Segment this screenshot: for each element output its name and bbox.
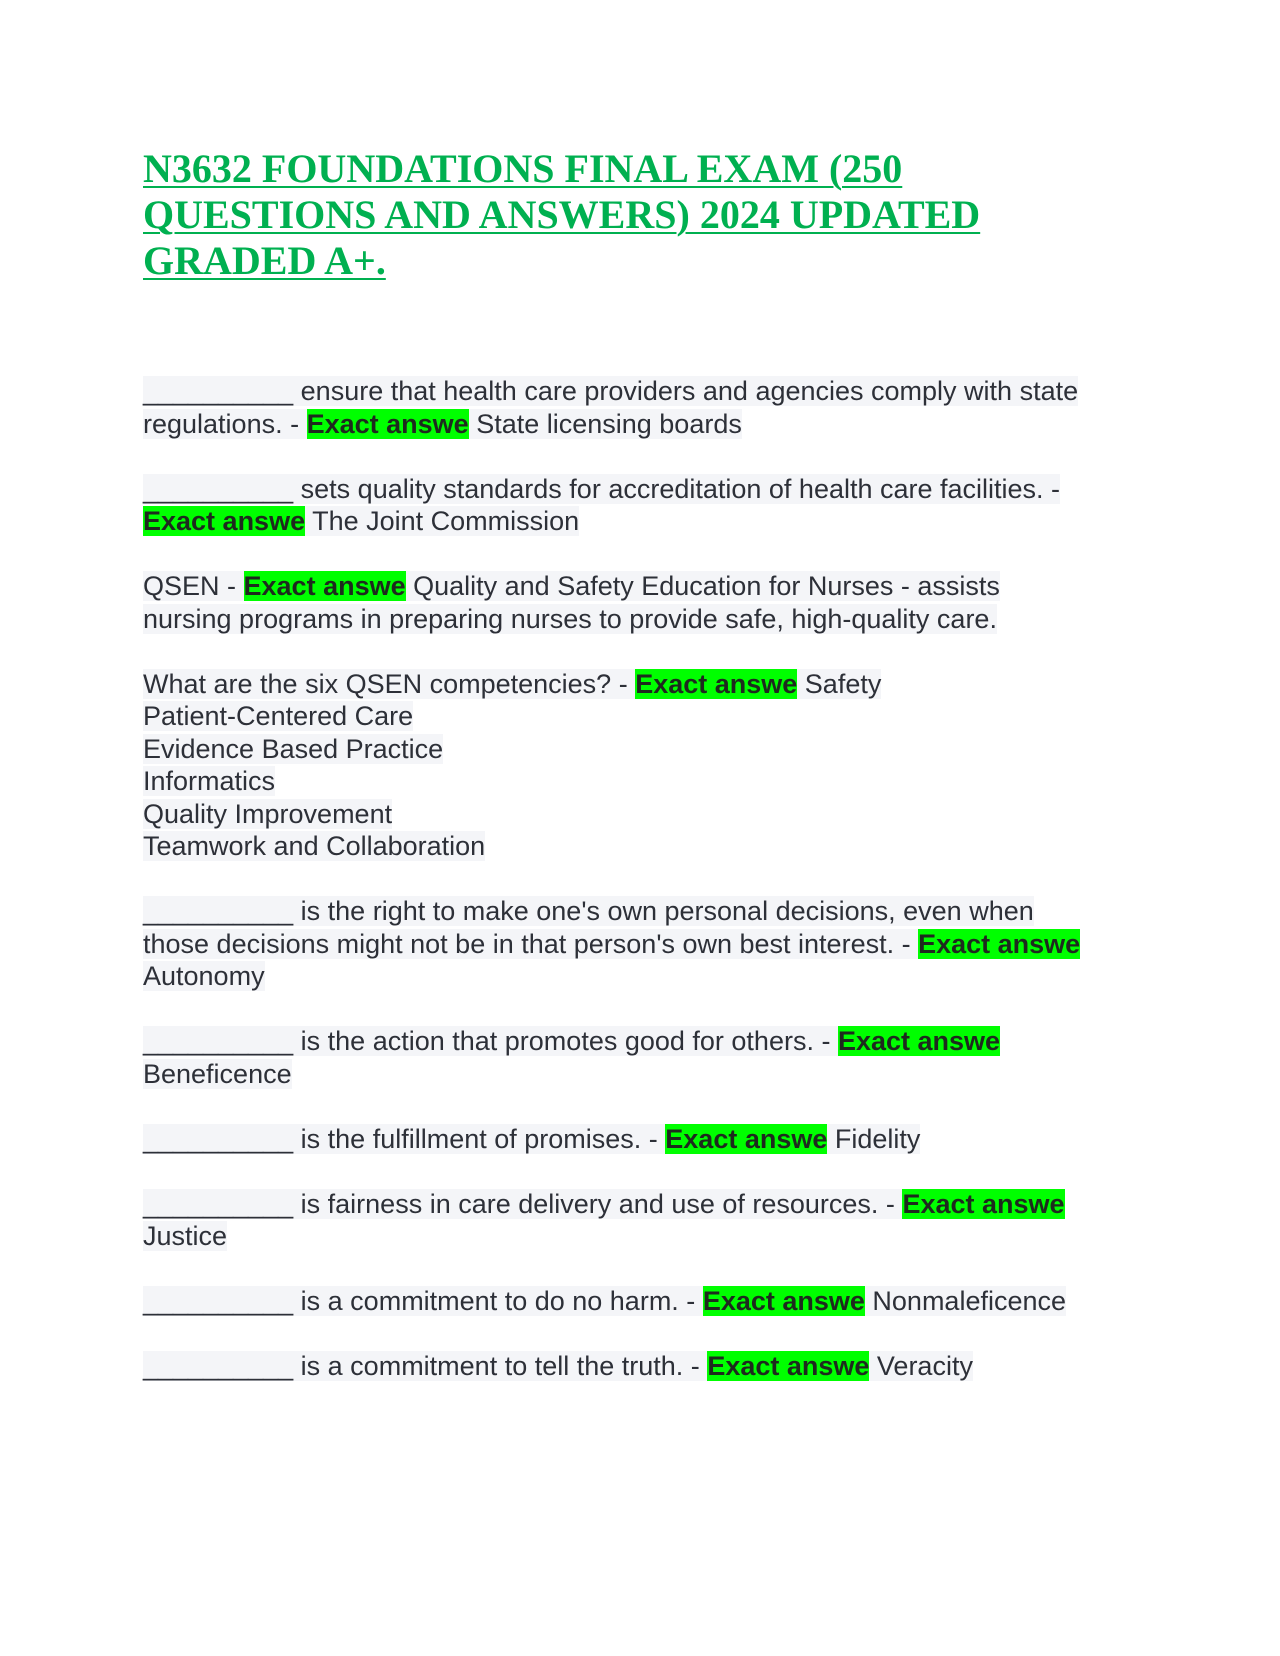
qa-item — [143, 1123, 1083, 1156]
answer-label: Exact answe — [707, 1351, 870, 1381]
question-text: __________ is the action that promotes good for others. - — [143, 1026, 838, 1056]
qa-item — [143, 1285, 1083, 1318]
answer-text: Veracity — [869, 1351, 973, 1381]
answer-label: Exact answe — [837, 1026, 1001, 1056]
question-text: __________ is a commitment to do no harm. - — [143, 1286, 703, 1316]
answer-label: Exact answe — [918, 928, 1081, 959]
answer-text: The Joint Commission — [305, 506, 580, 536]
answer-text: Quality and Safety Education for Nurses - assists nursing programs in preparing nurses to provide safe, high-quality care. — [143, 571, 1000, 634]
qa-item — [143, 668, 1083, 863]
qa-list — [143, 375, 1083, 1415]
qa-item — [143, 375, 1083, 440]
question-text: QSEN - — [143, 571, 244, 601]
qa-item — [143, 570, 1083, 635]
answer-label: Exact answe — [702, 1286, 865, 1316]
qa-item — [143, 473, 1083, 538]
answer-label: Exact answe — [902, 1188, 1065, 1219]
answer-text: Safety Patient-Centered Care Evidence Based Practice Informatics Quality Improvement Teamwork and Collaboration — [143, 668, 882, 861]
answer-label: Exact answe — [143, 506, 306, 536]
question-text: What are the six QSEN competencies? - — [143, 668, 636, 699]
question-text: __________ is a commitment to tell the truth. - — [143, 1351, 708, 1381]
answer-label: Exact answe — [243, 571, 406, 601]
qa-item — [143, 895, 1083, 993]
question-text: __________ is fairness in care delivery and use of resources. - — [143, 1188, 903, 1219]
question-text: __________ is the fulfillment of promises. - — [143, 1123, 666, 1154]
answer-label: Exact answe — [665, 1123, 828, 1154]
qa-item — [143, 1188, 1083, 1253]
answer-label: Exact answe — [635, 668, 798, 699]
question-text: __________ is the right to make one's own personal decisions, even when those decisions might not be in that person's own best interest. - — [143, 896, 1034, 959]
answer-text: Nonmaleficence — [864, 1286, 1067, 1316]
qa-item — [143, 1350, 1083, 1383]
question-text: __________ ensure that health care providers and agencies comply with state regulations. - — [143, 376, 1079, 439]
answer-text: State licensing boards — [468, 408, 742, 439]
answer-label: Exact answe — [306, 408, 469, 439]
qa-item — [143, 1025, 1083, 1090]
answer-text: Autonomy — [143, 961, 265, 991]
question-text: __________ sets quality standards for accreditation of health care facilities. - — [143, 473, 1061, 504]
answer-text: Justice — [143, 1221, 228, 1251]
answer-text: Fidelity — [827, 1123, 921, 1154]
answer-text: Beneficence — [143, 1058, 292, 1089]
document-title: N3632 FOUNDATIONS FINAL EXAM (250 QUESTIONS AND ANSWERS) 2024 UPDATED GRADED A+. — [143, 146, 981, 283]
